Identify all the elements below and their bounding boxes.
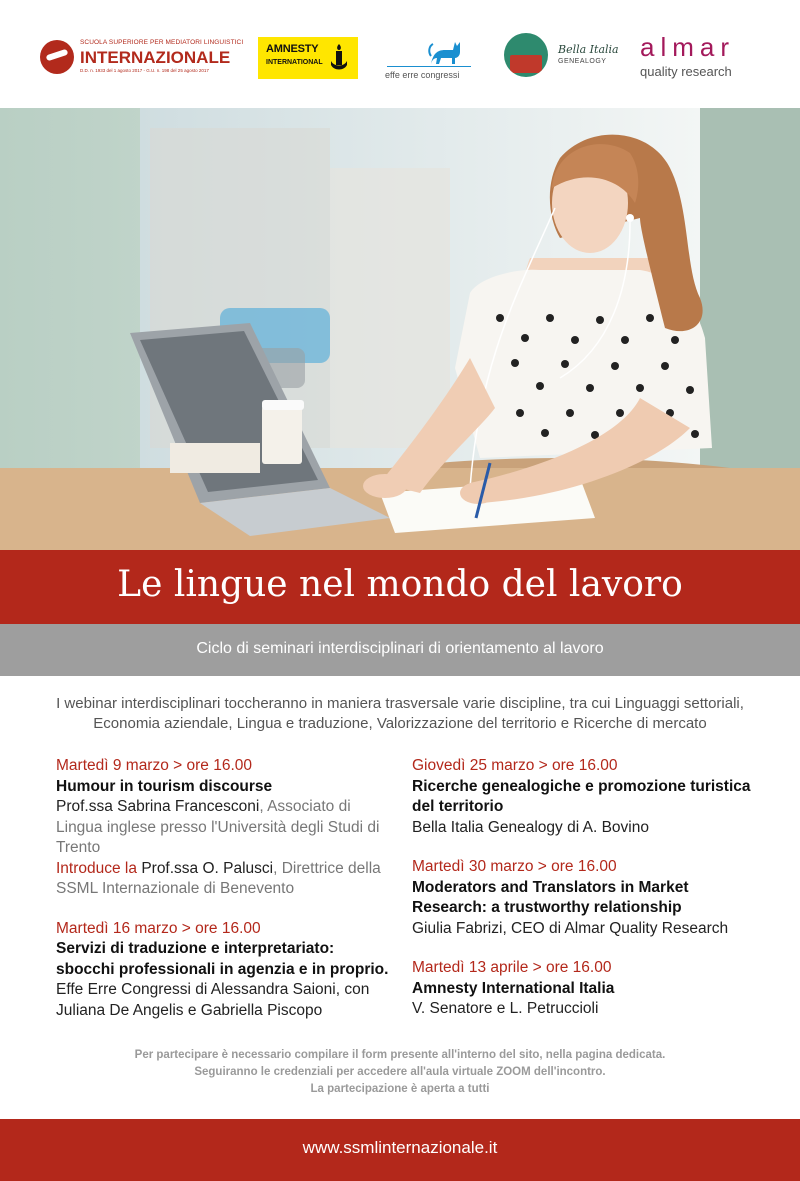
bella-italia-emblem-icon: [504, 33, 548, 77]
hero-photo: [0, 108, 800, 550]
subtitle-band: [0, 624, 800, 676]
participation-note-line1: Per partecipare è necessario compilare il form presente all'interno del sito, nella pagina dedicata.: [134, 1049, 666, 1061]
event-title: Amnesty International Italia: [412, 979, 615, 997]
event-date: Martedì 16 marzo > ore 16.00: [56, 919, 261, 937]
bella-italia-logo: [504, 33, 624, 81]
almar-logo-tagline: quality research: [640, 64, 732, 79]
event-title: Ricerche genealogiche e promozione turistica del territorio: [412, 777, 751, 815]
event-item: [412, 756, 762, 838]
event-item: [56, 919, 396, 1022]
event-intro-name: Prof.ssa O. Palusci: [141, 859, 274, 877]
event-speakers: Effe Erre Congressi di Alessandra Saioni, con Juliana De Angelis e Gabriella Piscopo: [56, 981, 370, 1019]
events-left-column: [56, 756, 396, 1040]
event-date: Martedì 13 aprile > ore 16.00: [412, 959, 612, 976]
ssml-logo: [40, 38, 244, 78]
logo-band: [0, 0, 800, 108]
event-date: Martedì 9 marzo > ore 16.00: [56, 757, 253, 774]
footer-band: [0, 1119, 800, 1181]
event-speaker-role: , Associato di Lingua inglese presso l'Università degli Studi di Trento: [56, 798, 380, 856]
event-title: Moderators and Translators in Market Research: a trustworthy relationship: [412, 878, 689, 916]
participation-note-line3: La partecipazione è aperta a tutti: [310, 1083, 490, 1095]
woman-laptop-photo-icon: [0, 108, 800, 550]
effe-erre-logo: [385, 36, 475, 82]
participation-note: [40, 1047, 760, 1098]
event-intro-label: Introduce la: [56, 859, 142, 877]
almar-logo: [640, 32, 770, 84]
effe-erre-divider: [387, 66, 471, 67]
participation-note-line2: Seguiranno le credenziali per accedere all'aula virtuale ZOOM dell'incontro.: [194, 1066, 606, 1078]
title-band: [0, 550, 800, 624]
amnesty-logo: [258, 37, 358, 79]
event-speakers: Giulia Fabrizi, CEO di Almar Quality Research: [412, 919, 729, 937]
event-item: [56, 756, 396, 900]
cat-icon: [427, 36, 463, 66]
ssml-logo-small-text: SCUOLA SUPERIORE PER MEDIATORI LINGUISTICI: [80, 39, 244, 46]
page-title: Le lingue nel mondo del lavoro: [117, 564, 683, 605]
event-item: [412, 857, 762, 939]
almar-logo-name: almar: [640, 32, 736, 62]
event-speaker-name: Prof.ssa Sabrina Francesconi: [56, 798, 260, 815]
event-intro-role: , Direttrice della SSML Internazionale di Benevento: [56, 859, 381, 897]
effe-erre-logo-text: effe erre congressi: [385, 70, 460, 80]
candle-icon: [330, 43, 348, 73]
event-speakers: [56, 797, 396, 859]
bella-italia-logo-line2: GENEALOGY: [558, 58, 607, 65]
event-date: Giovedì 25 marzo > ore 16.00: [412, 757, 618, 774]
event-introduction: [56, 859, 396, 900]
intro-text: I webinar interdisciplinari toccheranno in maniera trasversale varie discipline, tra cui Linguaggi settoriali, Economia aziendale, Lingua e traduzione, Valorizzazione del territorio e Ricerche di mercato: [56, 695, 744, 732]
event-title: Humour in tourism discourse: [56, 777, 273, 795]
amnesty-logo-line1: AMNESTY: [266, 43, 319, 55]
bella-italia-logo-line1: Bella Italia: [558, 43, 619, 56]
page-subtitle: Ciclo di seminari interdisciplinari di orientamento al lavoro: [196, 640, 604, 657]
event-date: Martedì 30 marzo > ore 16.00: [412, 858, 617, 875]
events-right-column: [412, 756, 762, 1039]
amnesty-logo-line2: INTERNATIONAL: [266, 59, 323, 66]
event-item: [412, 958, 762, 1020]
event-speakers: Bella Italia Genealogy di A. Bovino: [412, 818, 649, 836]
event-speakers: V. Senatore e L. Petruccioli: [412, 1000, 599, 1017]
ssml-logo-name: INTERNAZIONALE: [80, 48, 231, 67]
website-link[interactable]: www.ssmlinternazionale.it: [302, 1138, 498, 1157]
ssml-logo-decree: D.D. n. 1933 del 1 agosto 2017 - G.U. n. 198 del 25 agosto 2017: [80, 68, 209, 73]
event-title: Servizi di traduzione e interpretariato: sbocchi professionali in agenzia e in proprio.: [56, 940, 389, 978]
ssml-emblem-icon: [40, 40, 74, 74]
